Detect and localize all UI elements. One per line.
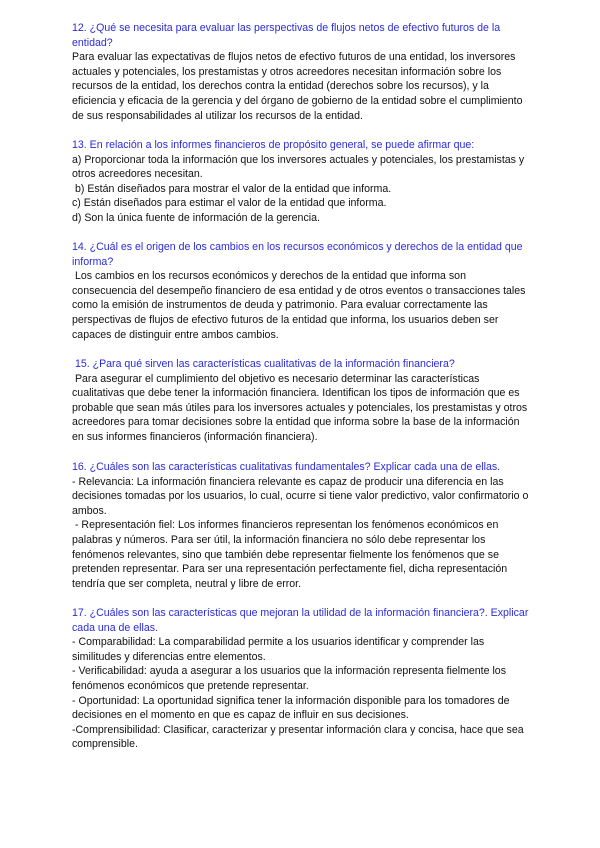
question-13-option-c: c) Están diseñados para estimar el valor de la entidad que informa. [72,197,387,210]
question-16-block [72,460,532,591]
question-15-title: 15. ¿Para qué sirven las características cualitativas de la información financiera? [72,358,455,370]
question-17-comparability: - Comparabilidad: La comparabilidad permite a los usuarios identificar y comprender las similitudes y diferencias entre elementos. [72,636,488,663]
question-14-title: 14. ¿Cuál es el origen de los cambios en los recursos económicos y derechos de la entidad que informa? [72,241,526,268]
question-17-verifiability: - Verificabilidad: ayuda a asegurar a los usuarios que la información representa fielmente los fenómenos económicos que pretende representar. [72,665,509,692]
question-14-answer: Los cambios en los recursos económicos y derechos de la entidad que informa son consecuencia del desempeño financiero de esa entidad y de otros eventos o transacciones tales como la emisión de instrumentos de deuda y patrimonio. Para evaluar correctamente las perspectivas de flujos de efectivo futuros de la entidad que informa, los usuarios deben ser capaces de distinguir entre ambos cambios. [72,270,529,341]
question-13-option-a: a) Proporcionar toda la información que los inversores actuales y potenciales, los prestamistas y otros acreedores necesitan. [72,153,528,181]
question-17-block [72,606,532,752]
question-16-relevance: - Relevancia: La información financiera relevante es capaz de producir una diferencia en las decisiones tomadas por los usuarios, lo cual, ocurre si tiene valor predictivo, valor confirmatorio o ambos. [72,475,532,517]
question-13-title: 13. En relación a los informes financieros de propósito general, se puede afirmar que: [72,139,475,151]
question-15-answer: Para asegurar el cumplimiento del objetivo es necesario determinar las características cualitativas que debe tener la información financiera. Identifican los tipos de información que es probable que sean más útiles para los inversores actuales y potenciales, los prestamistas y otros acreedores para tomar decisiones sobre la entidad que informa sobre la base de la información en sus informes financieros (información financiera). [72,372,531,443]
question-13-option-b: b) Están diseñados para mostrar el valor de la entidad que informa. [72,182,392,195]
question-12-block [72,21,532,123]
question-17-title: 17. ¿Cuáles son las características que mejoran la utilidad de la información financiera?. Explicar cada una de ellas. [72,607,532,634]
question-15-block [72,357,532,445]
question-17-timeliness: - Oportunidad: La oportunidad significa tener la información disponible para los tomadores de decisiones en el momento en que es capaz de influir en sus decisiones. [72,694,513,722]
question-16-title: 16. ¿Cuáles son las características cualitativas fundamentales? Explicar cada una de ellas. [72,461,501,473]
question-12-title: 12. ¿Qué se necesita para evaluar las perspectivas de flujos netos de efectivo futuros de la entidad? [72,22,504,49]
question-12-answer: Para evaluar las expectativas de flujos netos de efectivo futuros de una entidad, los inversores actuales y potenciales, los prestamistas y otros acreedores necesitan información sobre los recursos de la entidad, los derechos contra la entidad (derechos sobre los recursos), y la eficiencia y eficacia de la gerencia y del órgano de gobierno de la entidad sobre el cumplimiento de sus responsabilidades al utilizar los recursos de la entidad. [72,51,526,122]
question-16-faithful-representation: - Representación fiel: Los informes financieros representan los fenómenos económicos en palabras y números. Para ser útil, la información financiera no sólo debe representar los fenómenos relevantes, sino que también debe representar fielmente los fenómenos que se pretenden representar. Para ser una representación perfectamente fiel, dicha representación tendría que ser completa, neutral y libre de error. [72,519,511,590]
question-13-block [72,138,532,226]
question-13-option-d: d) Son la única fuente de información de la gerencia. [72,211,320,224]
question-14-block [72,240,532,342]
question-17-understandability: -Comprensibilidad: Clasificar, caracterizar y presentar información clara y concisa, hace que sea comprensible. [72,723,527,751]
